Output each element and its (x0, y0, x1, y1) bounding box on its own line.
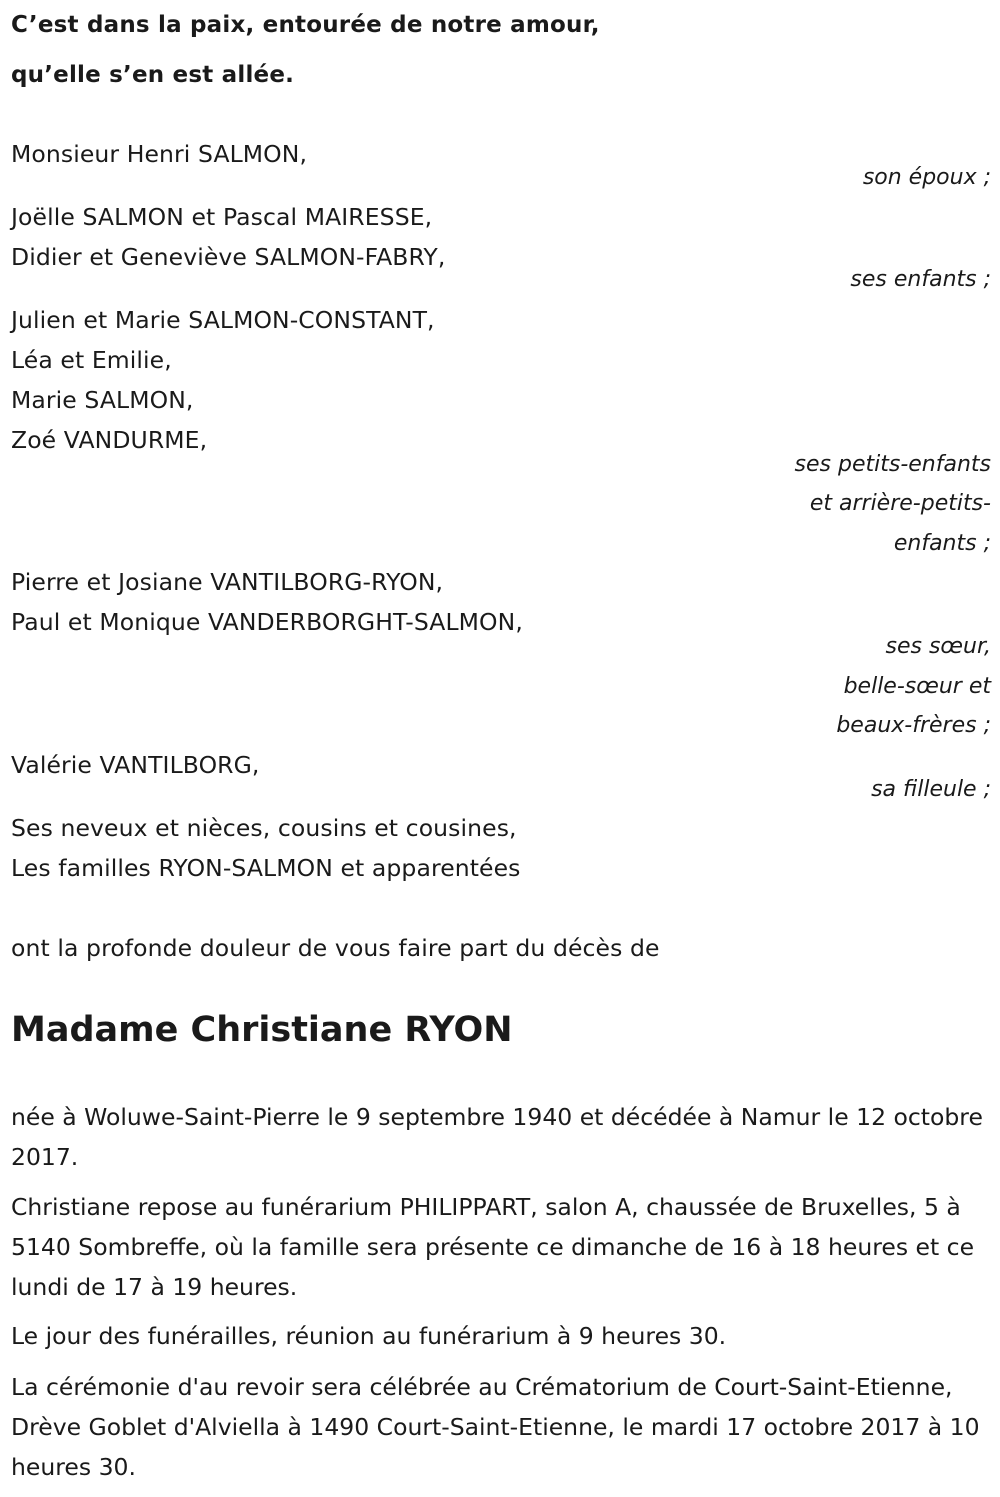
family-relation: beaux-frères ; (836, 713, 991, 738)
family-relation: son époux ; (862, 165, 991, 190)
family-name: Valérie VANTILBORG, (11, 751, 260, 779)
family-name: Julien et Marie SALMON-CONSTANT, (11, 306, 435, 334)
family-name: Didier et Geneviève SALMON-FABRY, (11, 243, 446, 271)
intro-line-1: C’est dans la paix, entourée de notre amour, (11, 12, 600, 38)
deceased-name: Madame Christiane RYON (11, 1010, 513, 1050)
family-relation: ses sœur, (885, 634, 991, 659)
family-name: Les familles RYON-SALMON et apparentées (11, 854, 521, 882)
family-relation: sa filleule ; (871, 777, 991, 802)
announcement: ont la profonde douleur de vous faire part du décès de (11, 934, 660, 962)
family-relation: et arrière-petits- (809, 491, 991, 516)
family-relation: enfants ; (893, 531, 991, 556)
family-name: Paul et Monique VANDERBORGHT-SALMON, (11, 608, 523, 636)
family-name: Zoé VANDURME, (11, 426, 208, 454)
family-name: Monsieur Henri SALMON, (11, 140, 308, 168)
family-name: Léa et Emilie, (11, 346, 172, 374)
family-relation: ses petits-enfants (794, 452, 991, 477)
funerarium-paragraph: Christiane repose au funérarium PHILIPPART, salon A, chaussée de Bruxelles, 5 à 5140 Sombreffe, où la famille sera présente ce dimanche de 16 à 18 heures et ce lundi de 17 à 19 heures. (11, 1193, 975, 1301)
family-name: Marie SALMON, (11, 386, 194, 414)
family-name: Pierre et Josiane VANTILBORG-RYON, (11, 568, 444, 596)
family-relation: belle-sœur et (843, 674, 991, 699)
intro-line-2: qu’elle s’en est allée. (11, 62, 295, 88)
funeral-day-paragraph: Le jour des funérailles, réunion au funérarium à 9 heures 30. (11, 1322, 727, 1350)
ceremony-paragraph: La cérémonie d'au revoir sera célébrée au Crématorium de Court-Saint-Etienne, Drève Goblet d'Alviella à 1490 Court-Saint-Etienne, le mardi 17 octobre 2017 à 10 heures 30. (11, 1373, 980, 1481)
family-name: Ses neveux et nièces, cousins et cousines, (11, 814, 517, 842)
family-relation: ses enfants ; (850, 267, 991, 292)
birth-death-paragraph: née à Woluwe-Saint-Pierre le 9 septembre 1940 et décédée à Namur le 12 octobre 2017. (11, 1103, 983, 1171)
family-name: Joëlle SALMON et Pascal MAIRESSE, (11, 203, 433, 231)
